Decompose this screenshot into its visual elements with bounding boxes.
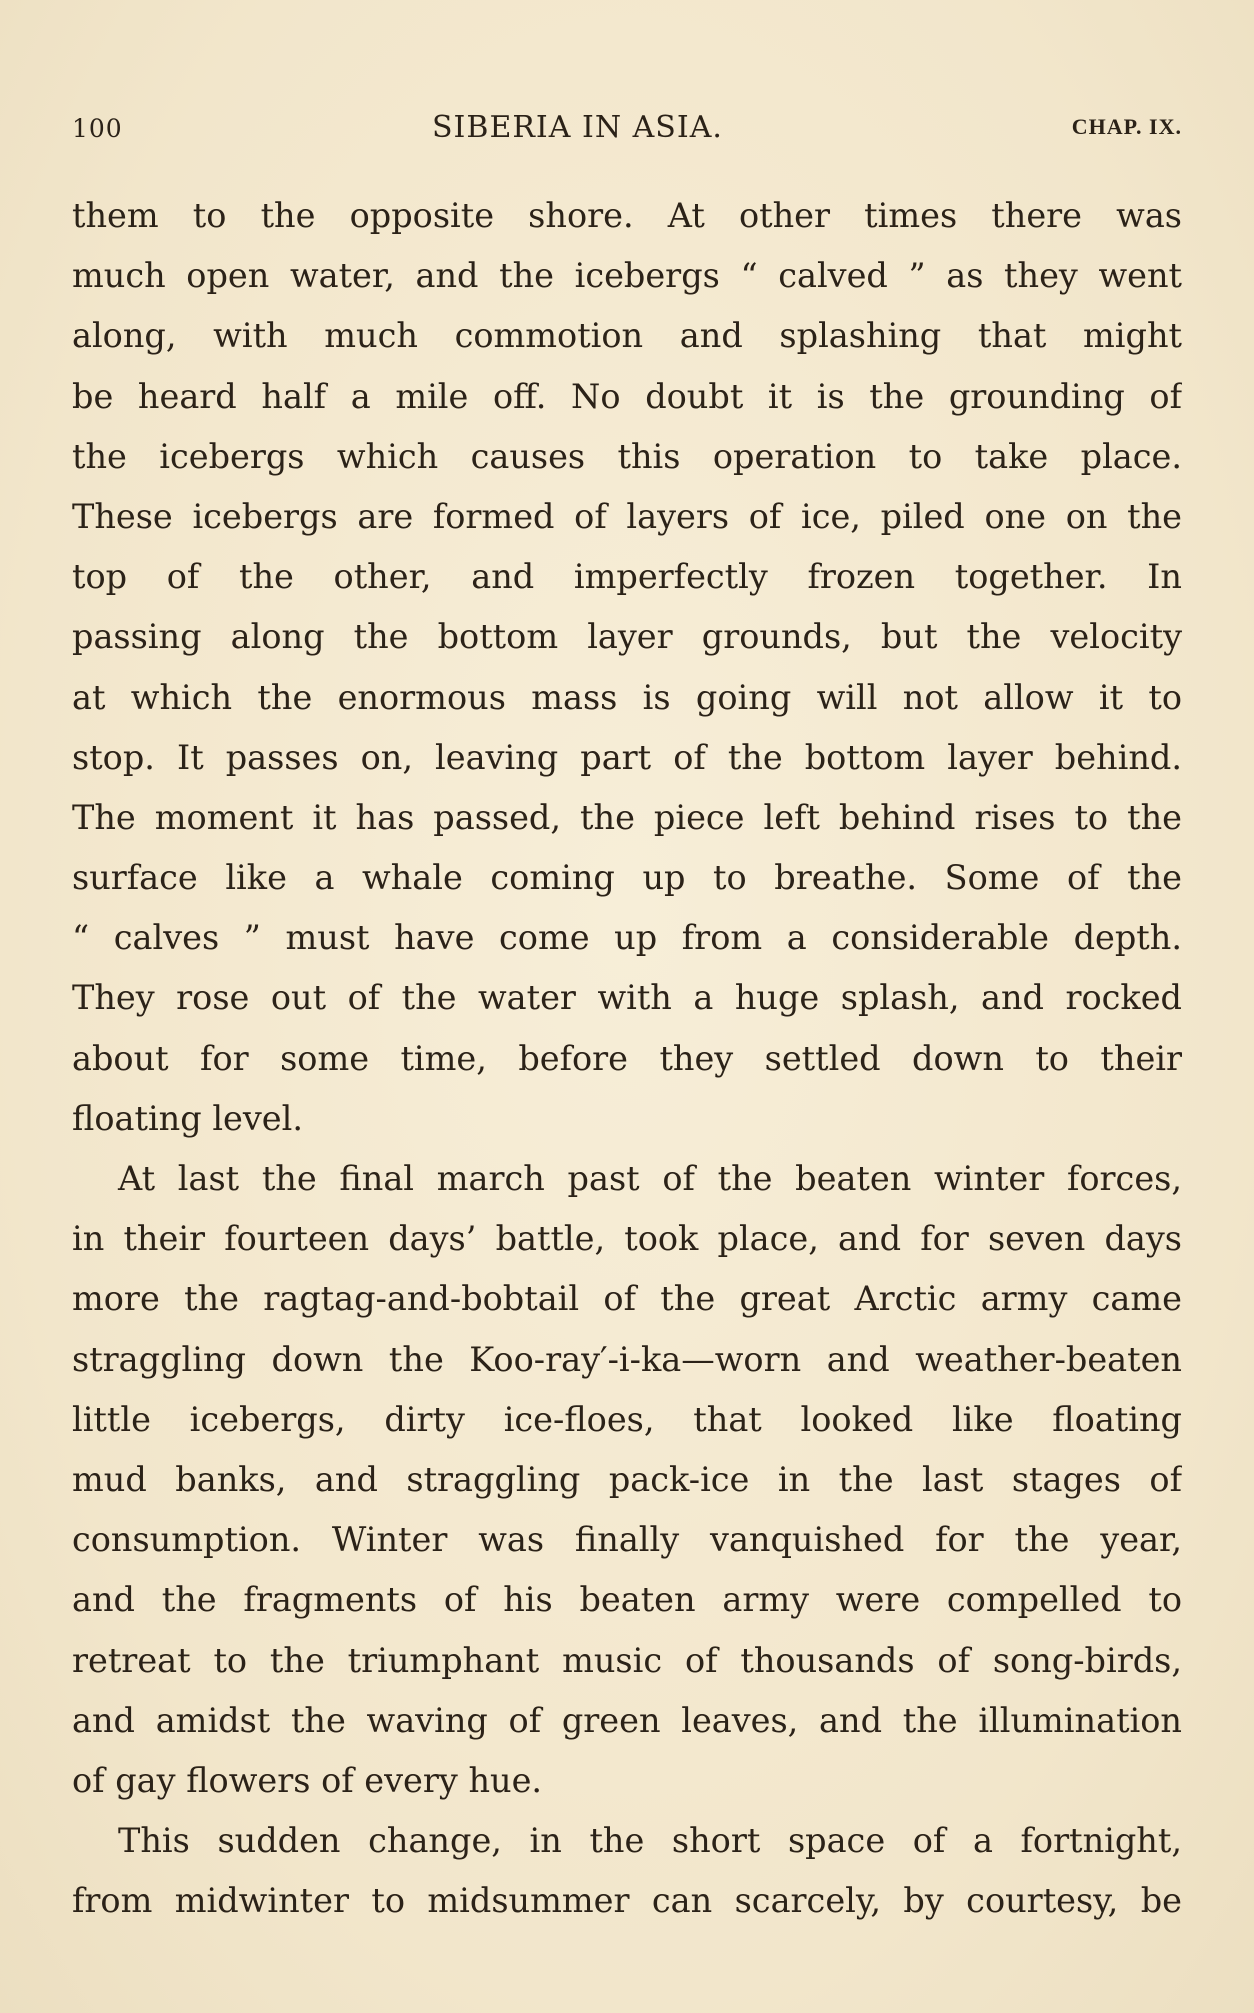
text-line: “ calves ” must have come up from a considerable depth. — [72, 918, 1182, 958]
text-line: the icebergs which causes this operation to take place. — [72, 436, 1182, 476]
text-line: be heard half a mile off. No doubt it is the grounding of — [72, 376, 1182, 416]
text-line: in their fourteen days’ battle, took place, and for seven days — [72, 1219, 1182, 1259]
text-line: They rose out of the water with a huge splash, and rocked — [72, 978, 1182, 1018]
text-line: along, with much commotion and splashing that might — [72, 316, 1182, 356]
paragraph-start-line: This sudden change, in the short space of a fortnight, — [118, 1821, 1182, 1861]
text-line: little icebergs, dirty ice-floes, that looked like floating — [72, 1399, 1182, 1439]
text-line: straggling down the Koo-ray′-i-ka—worn and weather-beaten — [72, 1339, 1182, 1379]
text-line: from midwinter to midsummer can scarcely, by courtesy, be — [72, 1881, 1182, 1921]
text-line: much open water, and the icebergs “ calved ” as they went — [72, 256, 1182, 296]
text-line: top of the other, and imperfectly frozen together. In — [72, 557, 1182, 597]
text-line: them to the opposite shore. At other times there was — [72, 196, 1182, 235]
page-header — [72, 110, 1182, 150]
text-line: retreat to the triumphant music of thousands of song-birds, — [72, 1640, 1182, 1680]
text-line: The moment it has passed, the piece left behind rises to the — [72, 797, 1182, 837]
text-line: more the ragtag-and-bobtail of the great Arctic army came — [72, 1279, 1182, 1319]
body-text — [72, 186, 1182, 1931]
text-line: mud banks, and straggling pack-ice in the last stages of — [72, 1459, 1182, 1499]
text-line: and amidst the waving of green leaves, and the illumination — [72, 1700, 1182, 1740]
page-number: 100 — [72, 114, 123, 143]
text-line: floating level. — [72, 1098, 303, 1138]
text-line: surface like a whale coming up to breathe. Some of the — [72, 858, 1182, 898]
text-line: about for some time, before they settled down to their — [72, 1038, 1182, 1078]
paragraph-start-line: At last the final march past of the beaten winter forces, — [118, 1159, 1182, 1198]
text-line: consumption. Winter was finally vanquished for the year, — [72, 1520, 1182, 1560]
running-title: SIBERIA IN ASIA. — [432, 110, 723, 145]
text-line: and the fragments of his beaten army were compelled to — [72, 1580, 1182, 1620]
chapter-label: CHAP. IX. — [1071, 114, 1182, 139]
text-line: of gay flowers of every hue. — [72, 1760, 543, 1800]
text-line: stop. It passes on, leaving part of the bottom layer behind. — [72, 737, 1182, 777]
text-line: passing along the bottom layer grounds, but the velocity — [72, 617, 1182, 657]
text-line: at which the enormous mass is going will not allow it to — [72, 677, 1182, 717]
text-line: These icebergs are formed of layers of ice, piled one on the — [72, 496, 1182, 536]
